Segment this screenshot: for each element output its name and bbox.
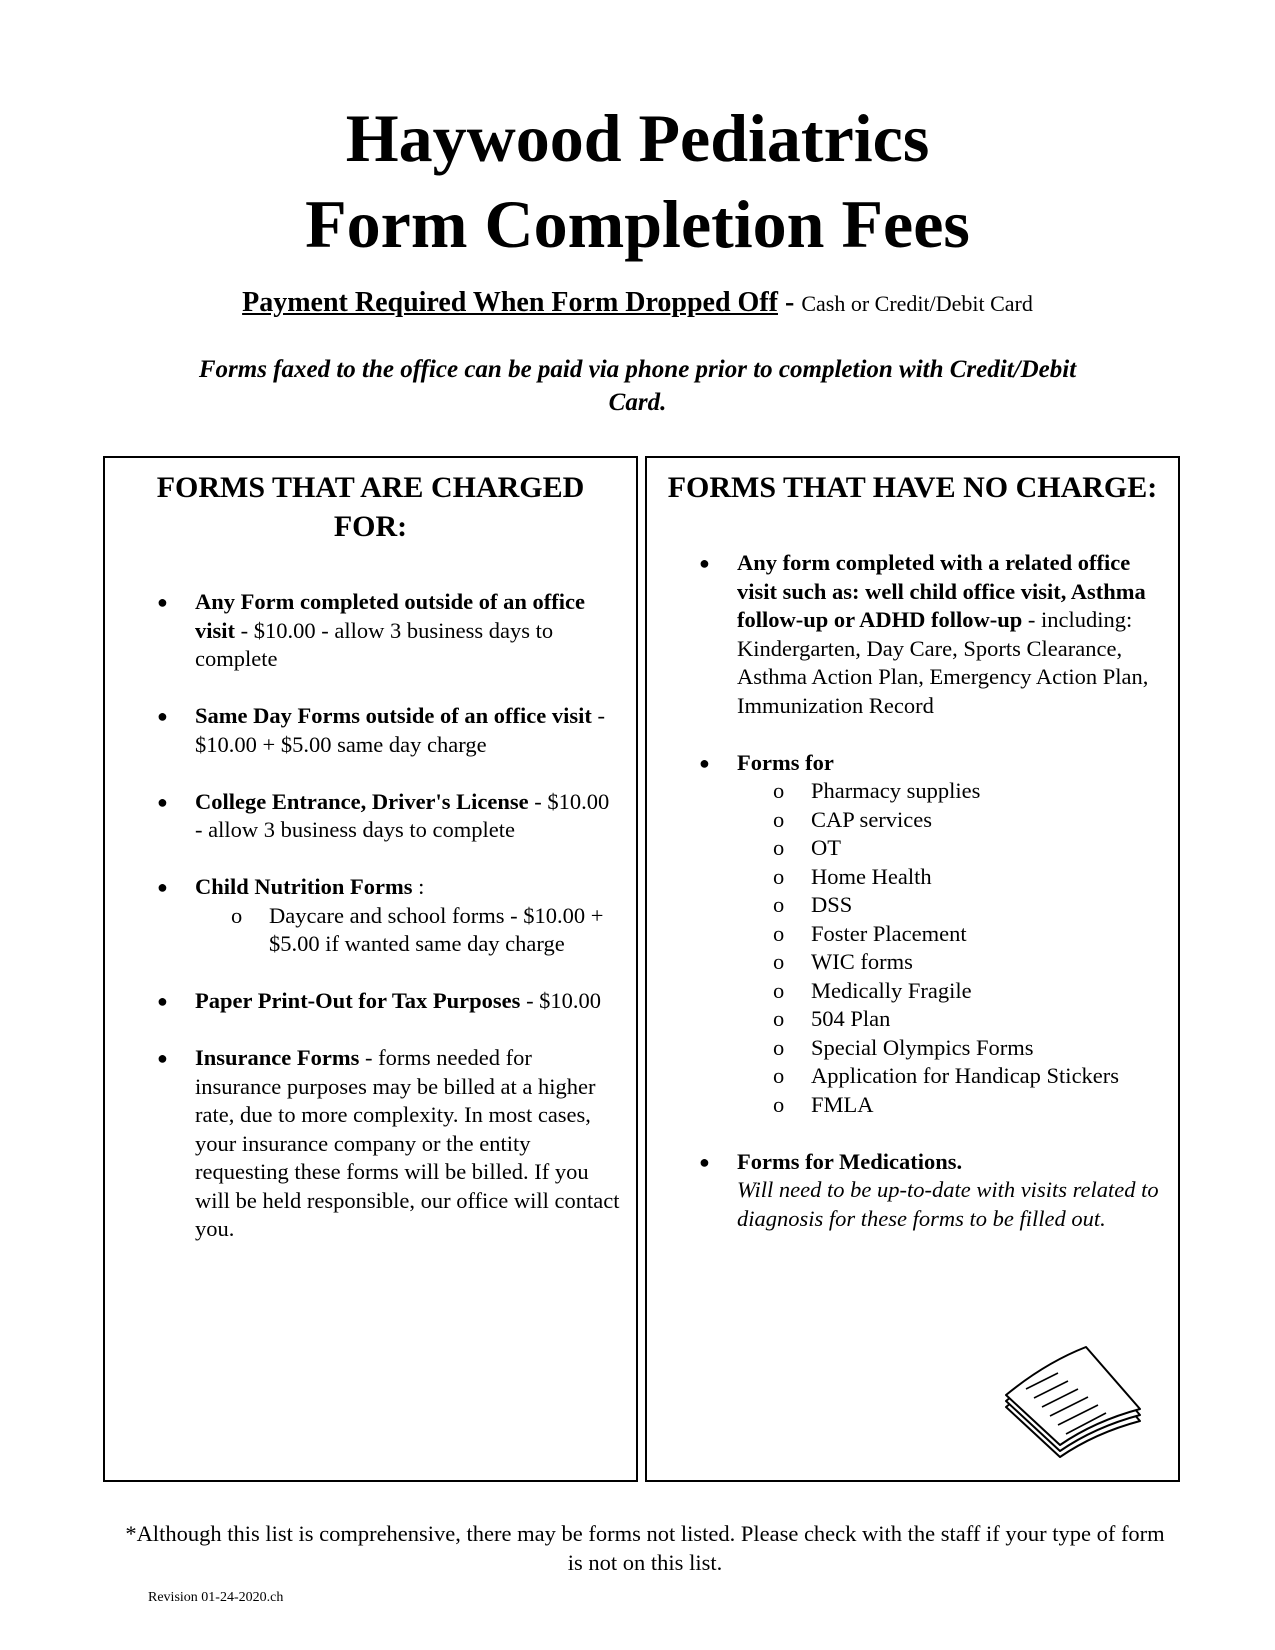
- sub-list-item: o CAP services: [737, 806, 1164, 835]
- sub-list-item: o Foster Placement: [737, 920, 1164, 949]
- item-text: :: [412, 874, 425, 899]
- sub-list: [195, 902, 622, 959]
- payment-line: [0, 288, 1275, 319]
- list-item: [105, 873, 636, 959]
- sub-list-item: o 504 Plan: [737, 1005, 1164, 1034]
- sub-list-item: o DSS: [737, 891, 1164, 920]
- item-bold: Paper Print-Out for Tax Purposes: [195, 988, 521, 1013]
- sub-list-item: o Medically Fragile: [737, 977, 1164, 1006]
- item-text: - including: Kindergarten, Day Care, Sports Clearance, Asthma Action Plan, Emergency Action Plan, Immunization Record: [737, 607, 1149, 718]
- list-item: [647, 549, 1178, 720]
- payment-methods: Cash or Credit/Debit Card: [801, 291, 1033, 316]
- item-text: - $10.00 - allow 3 business days to complete: [195, 788, 610, 842]
- sub-list-item: o Application for Handicap Stickers: [737, 1062, 1164, 1091]
- charged-heading: FORMS THAT ARE CHARGED FOR:: [156, 471, 585, 543]
- list-item: [105, 1044, 636, 1244]
- item-bold: College Entrance, Driver's License: [195, 788, 529, 814]
- charged-box: [103, 456, 638, 1482]
- footnote: *Although this list is comprehensive, there may be forms not listed. Please check with the staff if your type of form is not on this list.: [125, 1521, 1165, 1575]
- sub-list-item: o Daycare and school forms - $10.00 + $5.00 if wanted same day charge: [195, 902, 622, 959]
- item-bold: Child Nutrition Forms: [195, 874, 413, 899]
- charged-list: [105, 588, 636, 1244]
- item-bold: Insurance Forms: [195, 1045, 360, 1070]
- list-item: [105, 788, 636, 845]
- sub-list-item: o Pharmacy supplies: [737, 777, 1164, 806]
- payment-required: Payment Required When Form Dropped Off: [242, 287, 778, 318]
- payment-separator: -: [777, 287, 802, 318]
- list-item: [105, 588, 636, 674]
- sub-list: [737, 777, 1164, 1119]
- item-text: - $10.00 + $5.00 same day charge: [195, 703, 605, 757]
- sub-list-item: o WIC forms: [737, 948, 1164, 977]
- no-charge-list: [647, 549, 1178, 1233]
- sub-list-item: o Home Health: [737, 863, 1164, 892]
- list-item: [647, 749, 1178, 1120]
- no-charge-heading: FORMS THAT HAVE NO CHARGE:: [667, 471, 1158, 504]
- list-item: [647, 1148, 1178, 1234]
- no-charge-box: [645, 456, 1180, 1482]
- title-line-2: Form Completion Fees: [305, 186, 970, 262]
- page-title: [0, 95, 1275, 267]
- faxed-note: Forms faxed to the office can be paid via phone prior to completion with Credit/Debit Card.: [198, 356, 1077, 416]
- item-text: - $10.00 - allow 3 business days to complete: [195, 617, 554, 671]
- item-bold: Forms for: [737, 749, 834, 775]
- item-bold: Same Day Forms outside of an office visit: [195, 703, 592, 728]
- sub-list-item: o Special Olympics Forms: [737, 1034, 1164, 1063]
- item-text: - $10.00: [520, 988, 602, 1013]
- list-item: [105, 987, 636, 1016]
- item-bold: Any Form completed outside of an office visit: [195, 589, 585, 643]
- title-line-1: Haywood Pediatrics: [345, 100, 930, 176]
- item-italic: Will need to be up-to-date with visits related to diagnosis for these forms to be filled out.: [737, 1177, 1159, 1231]
- paper-stack-icon: [1000, 1345, 1145, 1460]
- item-bold: Any form completed with a related office visit such as: well child office visit, Asthma follow-up or ADHD follow-up: [737, 550, 1146, 632]
- list-item: [105, 702, 636, 759]
- revision-label: Revision 01-24-2020.ch: [148, 1590, 284, 1605]
- sub-list-item: o FMLA: [737, 1091, 1164, 1120]
- sub-list-item: o OT: [737, 834, 1164, 863]
- item-bold: Forms for Medications.: [737, 1148, 963, 1174]
- item-text: - forms needed for insurance purposes may be billed at a higher rate, due to more complexity. In most cases, your insurance company or the entity requesting these forms will be billed. If you will be held responsible, our office will contact you.: [195, 1045, 620, 1241]
